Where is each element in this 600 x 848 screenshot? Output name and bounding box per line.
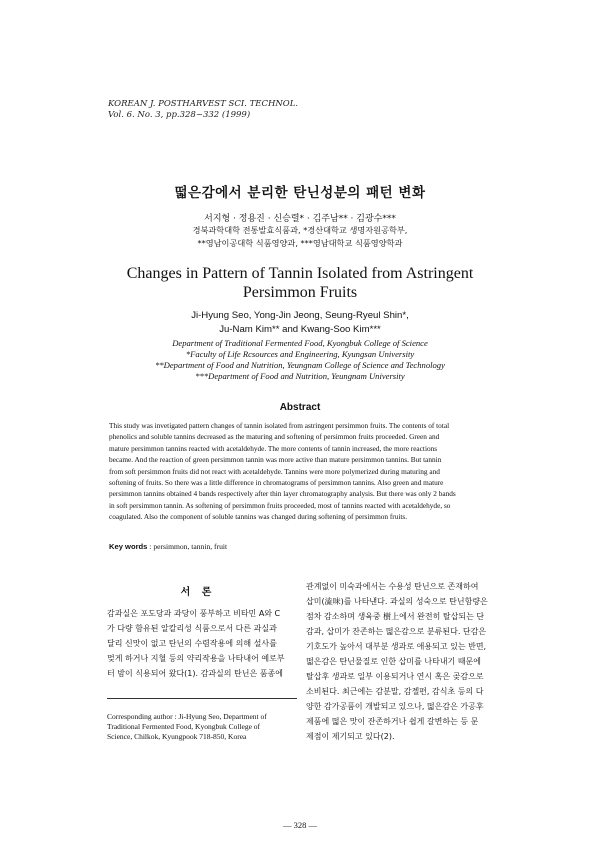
korean-affiliation-line: **영남이공대학 식품영양과, ***영남대학교 식품영양학과 — [197, 238, 403, 248]
body-line: 삽미(澁味)를 나타낸다. 과실의 성숙으로 탄닌함량은 — [306, 597, 488, 606]
keywords-text: : persimmon, tannin, fruit — [147, 542, 228, 551]
abstract-line: coagulated. Also the component of soluble tannins was changed during softening of persimmon fruits. — [109, 512, 408, 522]
english-authors — [0, 309, 600, 337]
body-line: 멎게 하거나 지혈 등의 약리작용을 나타내어 예로부 — [107, 654, 285, 663]
abstract-line: This study was invetigated pattern changes of tannin isolated from astringent persimmon fruits. The contents of total — [109, 421, 450, 430]
body-line: 탈삽후 생과로 일부 이용되거나 연시 혹은 곶감으로 — [306, 672, 484, 681]
body-line: 관계없이 미숙과에서는 수용성 탄닌으로 존재하여 — [306, 582, 479, 591]
english-affiliation-line: **Department of Food and Nutrition, Yeungnam College of Science and Technology — [155, 360, 445, 370]
abstract-heading: Abstract — [279, 402, 321, 413]
abstract-line: in soft persimmon tannin. As softening of persimmon fruits proceeded, most of tannins reacted with acetaldehyde, so — [109, 500, 451, 510]
body-line: 소비된다. 최근에는 감분말, 감젤편, 감식초 등의 다 — [306, 687, 484, 696]
footnote-divider — [107, 698, 297, 699]
body-line: 가 다량 함유된 알칼리성 식품으로서 다른 과실과 — [107, 624, 277, 633]
english-authors-line: Ju-Nam Kim** and Kwang-Soo Kim*** — [219, 324, 381, 335]
journal-header — [108, 99, 298, 121]
abstract-line: persimmon tannins obtained 4 bands respectively after thin layer chromatography analysis. But there was only 2 bands — [109, 489, 456, 499]
footnote-line: Corresponding author : Ji-Hyung Seo, Department of — [107, 712, 267, 721]
abstract-line: from soft persimmon fruits did not react with acetaldehyde. Tannins were more polymerized during maturing and — [109, 466, 440, 476]
keywords — [109, 542, 511, 551]
footnote-line: Traditional Fermented Food, Kyongbuk College of — [107, 722, 261, 731]
korean-authors: 서지형 · 정용진 · 신승렬* · 김주남** · 김광수*** — [204, 214, 396, 224]
corresponding-author-footnote — [107, 712, 299, 742]
english-title — [0, 264, 600, 302]
journal-volume: Vol. 6. No. 3, pp.328~332 (1999) — [108, 110, 251, 120]
section-title-introduction: 서 론 — [180, 587, 216, 598]
korean-affiliations — [0, 224, 600, 250]
body-line: 감과실은 포도당과 과당이 풍부하고 비타민 A와 C — [107, 609, 281, 618]
english-affiliations — [0, 338, 600, 382]
body-line: 기호도가 높아서 대부분 생과로 애용되고 있는 반면, — [306, 642, 487, 651]
body-line: 제품에 떫은 맛이 잔존하거나 쉽게 갈변하는 등 문 — [306, 717, 479, 726]
english-affiliation-line: *Faculty of Life Rcsources and Engineering, Kyungsan University — [185, 349, 415, 359]
body-line: 점차 감소하며 생육중 樹上에서 완전히 탈삽되는 단 — [306, 612, 485, 621]
english-title-line: Persimmon Fruits — [242, 284, 358, 301]
body-line: 제점이 제기되고 있다(2). — [306, 732, 395, 741]
english-affiliation-line: Department of Traditional Fermented Food, Kyongbuk College of Science — [172, 338, 428, 348]
english-title-line: Changes in Pattern of Tannin Isolated from Astringent — [126, 265, 474, 282]
abstract-body — [109, 420, 511, 523]
english-authors-line: Ji-Hyung Seo, Yong-Jin Jeong, Seung-Ryeul Shin*, — [191, 310, 409, 321]
body-line: 양한 감가공품이 개발되고 있으나, 떫은감은 가공후 — [306, 702, 484, 711]
journal-name: KOREAN J. POSTHARVEST SCI. TECHNOL. — [108, 99, 299, 109]
abstract-line: phenolics and soluble tannins decreased as the maturing and softening of persimmon fruits proceeded. Green and — [109, 432, 440, 442]
footnote-line: Science, Chilkok, Kyungpook 718-850, Korea — [107, 732, 247, 741]
body-left-column — [107, 606, 297, 681]
page-number: — 328 — — [283, 820, 317, 830]
body-line: 터 밤이 식용되어 왔다(1). 감과실의 탄닌은 품종에 — [107, 669, 283, 678]
body-line: 달리 신맛이 없고 탄닌의 수렴작용에 의해 설사를 — [107, 639, 277, 648]
keywords-label: Key words — [109, 542, 148, 551]
abstract-line: became. And the reaction of green persimmon tannin was more active than mature persimmon tannins. But tannin — [109, 455, 442, 465]
korean-affiliation-line: 경북과학대학 전통발효식품과, *경산대학교 생명자원공학부, — [192, 225, 408, 235]
korean-title: 떫은감에서 분리한 탄닌성분의 패턴 변화 — [174, 185, 426, 201]
body-line: 감과, 삽미가 잔존하는 떫은감으로 분류된다. 단감은 — [306, 627, 487, 636]
body-right-column — [306, 579, 496, 744]
abstract-line: mature persimmon tannins reacted with acetaldehyde. The more contents of tannin increased, the more reactions — [109, 443, 438, 453]
abstract-line: softening of fruits. So there was a little difference in chromatograms of persimmon tannins. Also green and mature — [109, 478, 444, 488]
body-line: 떫은감은 탄닌물질로 인한 삽미를 나타내기 때문에 — [306, 657, 482, 666]
english-affiliation-line: ***Department of Food and Nutrition, Yeungnam University — [195, 371, 405, 381]
